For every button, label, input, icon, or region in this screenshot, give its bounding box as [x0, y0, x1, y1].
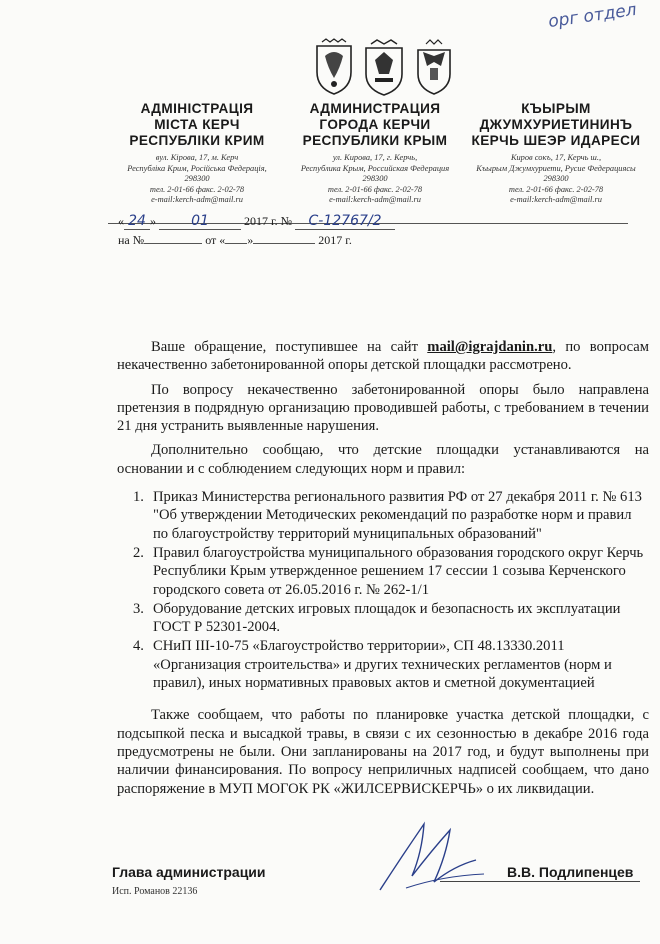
organization-address: ул. Кирова, 17, г. Керчь, Республика Крым, Российская Федерация 298300 тел. 2-01-66 факс. 2-02-78 e-mail:kerch-adm@mail.ru — [300, 153, 450, 204]
russia-coat-of-arms-icon — [413, 38, 455, 96]
norms-list — [117, 488, 649, 692]
header-column-ukrainian — [102, 101, 292, 206]
registration-month: 01 — [159, 213, 241, 230]
organization-address: Киров сокъ, 17, Керчь ш., Къырым Джумхуриети, Русие Федерациясы 298300 тел. 2-01-66 факс. 2-02-78 e-mail:kerch-adm@mail.ru — [476, 153, 636, 204]
list-item: 4. СНиП III-10-75 «Благоустройство территории», СП 48.13330.2011 «Организация строительства» и других технических регламентов (норм и правил), иных нормативных правовых актов и сметной документацией — [133, 638, 612, 692]
list-item: 3. Оборудование детских игровых площадок и безопасность их эксплуатации ГОСТ Р 52301-2004. — [133, 600, 621, 636]
list-item: 1. Приказ Министерства регионального развития РФ от 27 декабря 2011 г. № 613 "Об утверждении Методических рекомендаций по разработке норм и правил по благоустройству территорий муниципальных образований" — [133, 489, 642, 542]
organization-name: АДМИНИСТРАЦИЯ ГОРОДА КЕРЧИ РЕСПУБЛИКИ КРЫМ — [302, 101, 448, 148]
organization-name: КЪЫРЫМ ДЖУМХУРИЕТИНИНЪ КЕРЧЬ ШЕЭР ИДАРЕСИ — [471, 101, 641, 148]
paragraph-3: Дополнительно сообщаю, что детские площадки устанавливаются на основании и с соблюдением следующих норм и правил: — [117, 442, 649, 477]
kerch-coat-of-arms-icon — [363, 38, 405, 96]
list-item: 2. Правил благоустройства муниципального образования городского округ Керчь Республики Крым утвержденное решением 17 сессии 1 созыва Керченского городского совета от 26.05.2016 г. № 262-1/1 — [133, 544, 644, 598]
handwritten-corner-note: орг отдел — [547, 0, 638, 33]
registration-line: « 24 » 01 2017 г. № С-12767/2 — [118, 213, 395, 230]
paragraph-1: Ваше обращение, поступившее на сайт mail@igrajdanin.ru, по вопросам некачественно забетонированной опоры детской площадки рассмотрено. — [117, 339, 649, 374]
header-column-russian — [285, 101, 465, 206]
signature-line — [440, 881, 640, 882]
executor-note: Исп. Романов 22136 — [112, 886, 198, 897]
organization-address: вул. Кірова, 17, м. Керч Республіка Крим, Російська Федерація, 298300 тел. 2-01-66 факс. 2-02-78 e-mail:kerch-adm@mail.ru — [127, 153, 267, 204]
site-email-link[interactable]: mail@igrajdanin.ru — [427, 339, 553, 355]
reference-line: на № от « » 2017 г. — [118, 233, 352, 247]
registration-number: С-12767/2 — [295, 213, 395, 230]
handwritten-signature — [372, 816, 492, 896]
signatory-title: Глава администрации — [112, 864, 266, 880]
organization-name: АДМІНІСТРАЦІЯ МІСТА КЕРЧ РЕСПУБЛІКИ КРИМ — [129, 101, 265, 148]
registration-day: 24 — [124, 213, 150, 230]
signatory-name: В.В. Подлипенцев — [507, 864, 634, 880]
crimea-coat-of-arms-icon — [313, 38, 355, 96]
paragraph-4: Также сообщаем, что работы по планировке участка детской площадки, с подсыпкой песка и высадкой травы, в связи с их сезонностью в декабре 2016 года предусмотрены не были. Они запланированы на 2017 год, и будут выполнены при наличии финансирования. По вопросу неприличных надписей сообщаем, что дано распоряжение в МУП МОГОК РК «ЖИЛСЕРВИСКЕРЧЬ» о их ликвидации. — [117, 707, 649, 797]
paragraph-2: По вопросу некачественно забетонированной опоры было направлена претензия в подрядную организацию проводившей работы, с требованием в течении 21 дня устранить выявленные нарушения. — [117, 381, 649, 435]
letter-body — [117, 338, 649, 804]
header-column-crimean-tatar — [458, 101, 654, 206]
